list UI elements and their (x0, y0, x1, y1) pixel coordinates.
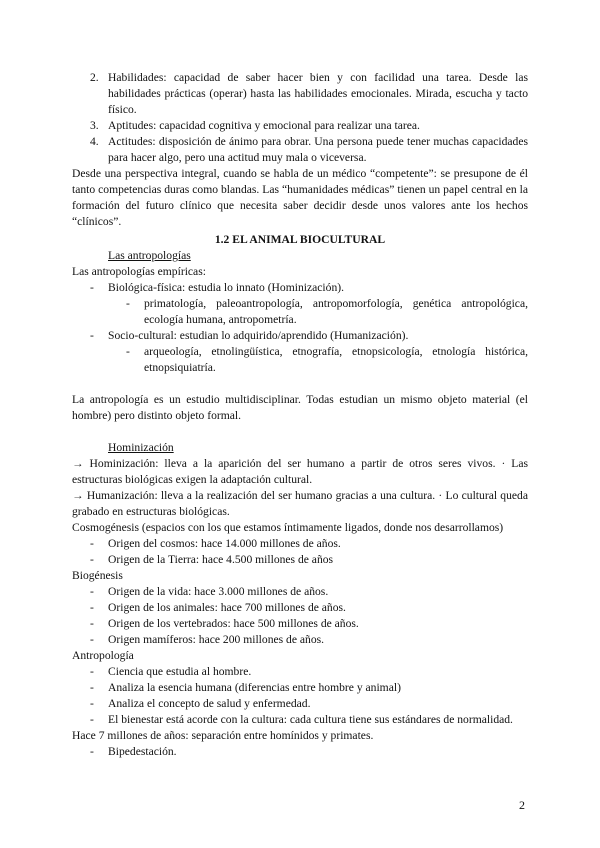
dash-bullet: - (90, 665, 94, 678)
item-text: Actitudes: disposición de ánimo para obrar. Una persona puede tener muchas capacidades para hacer algo, pero una actitud muy mala o viceversa. (108, 135, 528, 164)
dash-bullet: - (90, 601, 94, 614)
page-number: 2 (519, 798, 525, 812)
dash-bullet: - (90, 713, 94, 726)
numbered-item (72, 134, 528, 166)
dash-bullet: - (90, 585, 94, 598)
list-item: - Bipedestación. (90, 745, 177, 758)
sub-list-item: - primatología, paleoantropología, antropomorfología, genética antropológica, ecología humana, antropometría. (126, 297, 528, 326)
item-text: Habilidades: capacidad de saber hacer bien y con facilidad una tarea. Desde las habilidades prácticas (operar) hasta las habilidades emocionales. Mirada, escucha y tacto físico. (108, 71, 528, 116)
document-page (72, 70, 528, 760)
dash-bullet: - (126, 345, 130, 358)
antropologias-subtitle: Las antropologías (108, 249, 191, 262)
intro-paragraph: Desde una perspectiva integral, cuando se habla de un médico “competente”: se presupone de él tanto competencias duras como blandas. Las “humanidades médicas” tienen un papel central en la formación del futuro clínico que necesita saber decidir desde unos valores ante los hechos “clínicos”. (72, 167, 528, 228)
list-item: - Analiza el concepto de salud y enfermedad. (90, 697, 311, 710)
dash-bullet: - (90, 537, 94, 550)
section-heading: 1.2 EL ANIMAL BIOCULTURAL (214, 233, 386, 246)
numbered-item (72, 118, 528, 134)
hominizacion-subtitle: Hominización (108, 441, 174, 454)
antropologia-title: Antropología (72, 649, 134, 662)
list-item: - Analiza la esencia humana (diferencias entre hombre y animal) (90, 681, 401, 694)
dash-bullet: - (90, 745, 94, 758)
dash-bullet: - (90, 281, 94, 294)
item-number: 4. (90, 135, 99, 148)
numbered-item (72, 70, 528, 118)
list-item: - Origen del cosmos: hace 14.000 millones de años. (90, 537, 341, 550)
list-item: - Socio-cultural: estudian lo adquirido/aprendido (Humanización). (90, 329, 409, 342)
biogenesis-title: Biogénesis (72, 569, 123, 582)
hace-7-millones-line: Hace 7 millones de años: separación entre homínidos y primates. (72, 729, 374, 742)
list-item: - Origen de la Tierra: hace 4.500 millones de años (90, 553, 334, 566)
dash-bullet: - (90, 553, 94, 566)
antropologias-intro: Las antropologías empíricas: (72, 265, 206, 278)
item-number: 2. (90, 71, 99, 84)
sub-list-item: - arqueología, etnolingüística, etnografía, etnopsicología, etnología histórica, etnopsiquiatría. (126, 345, 528, 374)
dash-bullet: - (90, 329, 94, 342)
list-item: - Origen de los vertebrados: hace 500 millones de años. (90, 617, 359, 630)
list-item: - Origen de la vida: hace 3.000 millones de años. (90, 585, 329, 598)
item-number: 3. (90, 119, 99, 132)
dash-bullet: - (90, 681, 94, 694)
humanizacion-line: → Humanización: lleva a la realización del ser humano gracias a una cultura. · Lo cultural queda grabado en estructuras biológicas. (72, 489, 528, 518)
list-item: - Origen mamíferos: hace 200 millones de años. (90, 633, 325, 646)
multidisciplinar-paragraph: La antropología es un estudio multidisciplinar. Todas estudian un mismo objeto material (el hombre) pero distinto objeto formal. (72, 393, 528, 422)
list-item: - Origen de los animales: hace 700 millones de años. (90, 601, 346, 614)
list-item: - El bienestar está acorde con la cultura: cada cultura tiene sus estándares de normalidad. (90, 713, 513, 726)
item-text: Aptitudes: capacidad cognitiva y emocional para realizar una tarea. (108, 119, 420, 132)
dash-bullet: - (90, 617, 94, 630)
dash-bullet: - (90, 697, 94, 710)
list-item: - Ciencia que estudia al hombre. (90, 665, 252, 678)
list-item: - Biológica-física: estudia lo innato (Hominización). (90, 281, 344, 294)
dash-bullet: - (90, 633, 94, 646)
cosmogenesis-title: Cosmogénesis (espacios con los que estamos íntimamente ligados, donde nos desarrollamos) (72, 521, 504, 534)
dash-bullet: - (126, 297, 130, 310)
hominizacion-line: → Hominización: lleva a la aparición del ser humano a partir de otros seres vivos. · Las estructuras biológicas exigen la adaptación cultural. (72, 457, 528, 486)
